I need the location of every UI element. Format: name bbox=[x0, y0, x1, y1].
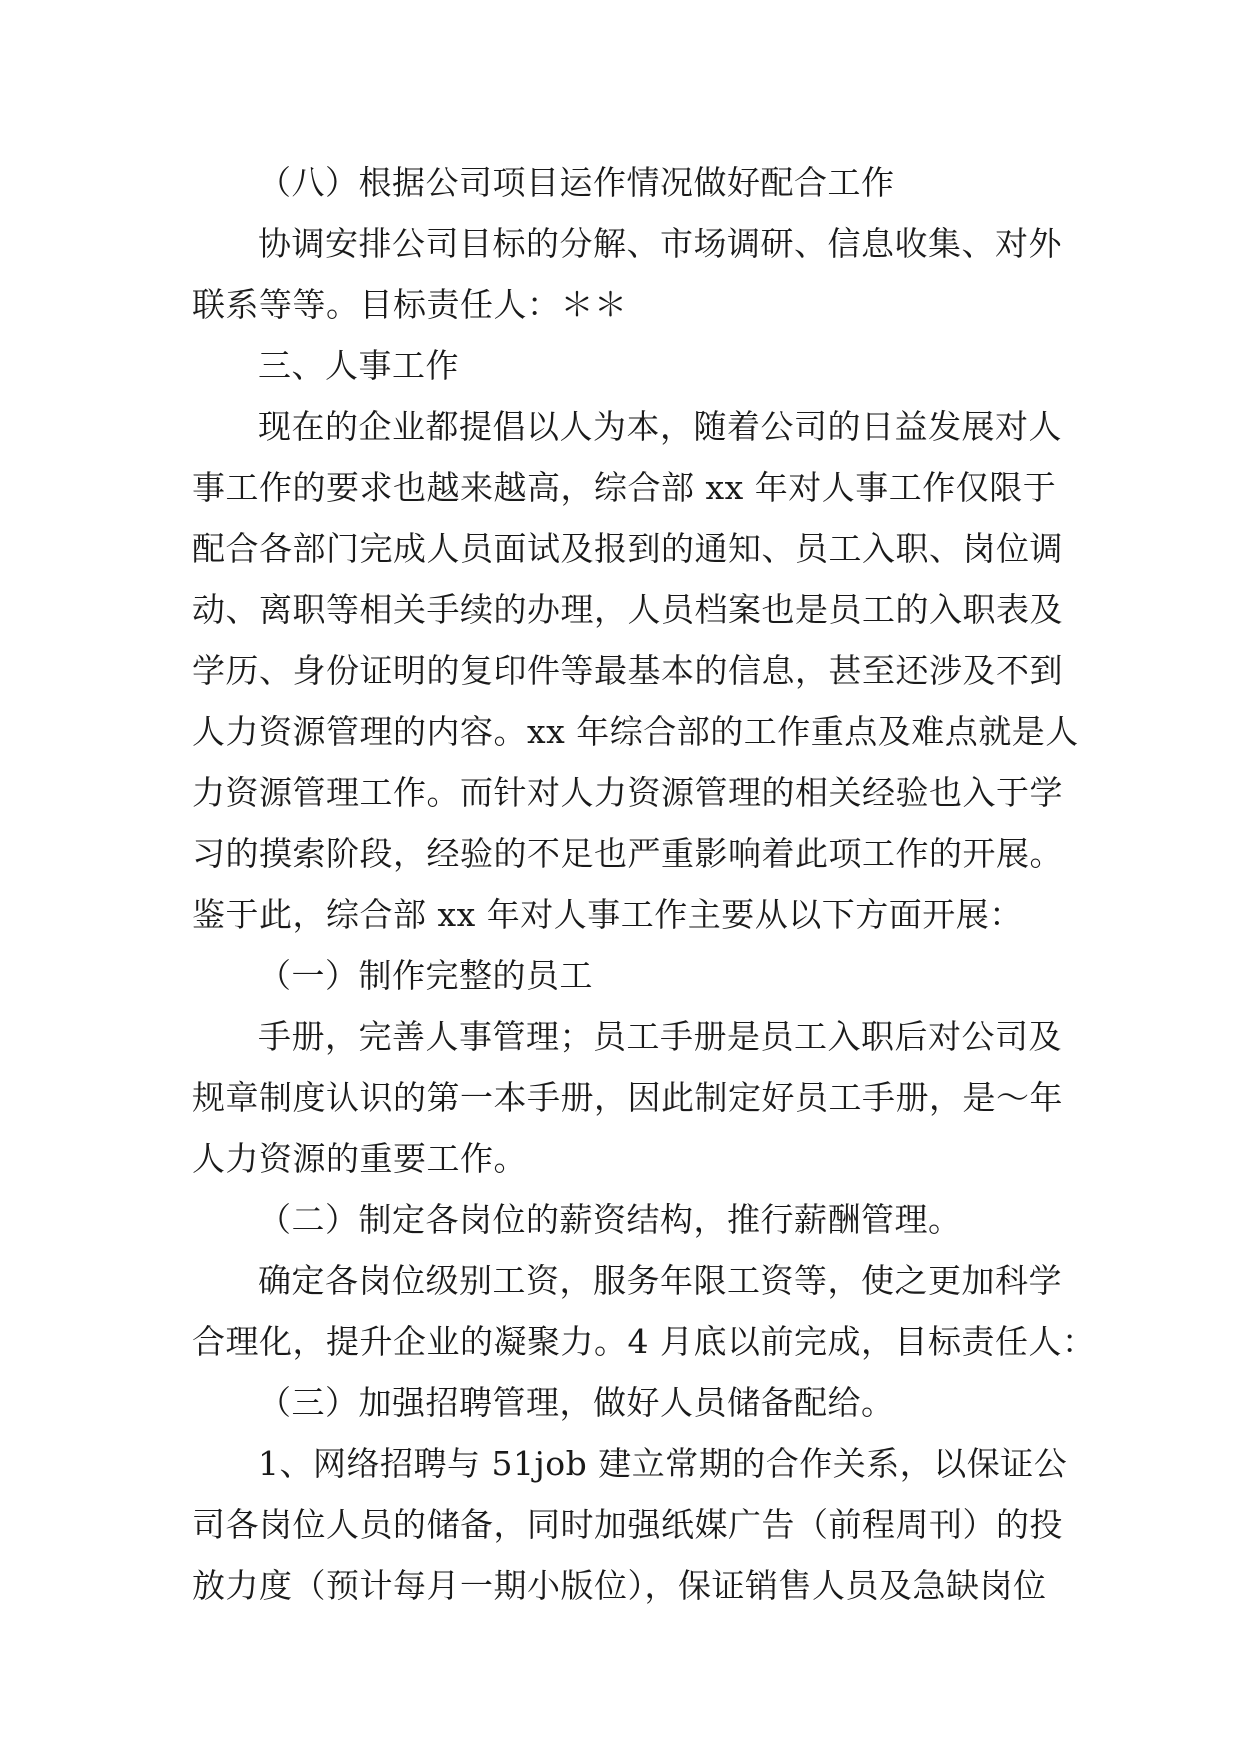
paragraph-line: 力资源管理工作。而针对人力资源管理的相关经验也入于学 bbox=[192, 773, 1063, 812]
paragraph-line: 配合各部门完成人员面试及报到的通知、员工入职、岗位调 bbox=[192, 529, 1063, 568]
paragraph-line: 联系等等。目标责任人：＊＊ bbox=[192, 285, 628, 324]
subsection-heading-1: （一）制作完整的员工 bbox=[258, 956, 593, 995]
paragraph-line: 1、网络招聘与 51job 建立常期的合作关系，以保证公 bbox=[258, 1444, 1068, 1483]
section-heading-8: （八）根据公司项目运作情况做好配合工作 bbox=[258, 163, 895, 202]
document-body bbox=[192, 152, 1096, 1616]
subsection-heading-3: （三）加强招聘管理，做好人员储备配给。 bbox=[258, 1383, 895, 1422]
paragraph-line: 人力资源的重要工作。 bbox=[192, 1139, 527, 1178]
paragraph-line: 手册，完善人事管理；员工手册是员工入职后对公司及 bbox=[258, 1017, 1062, 1056]
paragraph-line: 司各岗位人员的储备，同时加强纸媒广告（前程周刊）的投 bbox=[192, 1505, 1063, 1544]
paragraph-line: 学历、身份证明的复印件等最基本的信息，甚至还涉及不到 bbox=[192, 651, 1063, 690]
paragraph-line: 规章制度认识的第一本手册，因此制定好员工手册，是～年 bbox=[192, 1078, 1063, 1117]
paragraph-line: 动、离职等相关手续的办理，人员档案也是员工的入职表及 bbox=[192, 590, 1063, 629]
paragraph-line: 事工作的要求也越来越高，综合部 xx 年对人事工作仅限于 bbox=[192, 468, 1057, 507]
paragraph-line: 确定各岗位级别工资，服务年限工资等，使之更加科学 bbox=[258, 1261, 1062, 1300]
paragraph-line: 习的摸索阶段，经验的不足也严重影响着此项工作的开展。 bbox=[192, 834, 1063, 873]
subsection-heading-2: （二）制定各岗位的薪资结构，推行薪酬管理。 bbox=[258, 1200, 962, 1239]
paragraph-line: 人力资源管理的内容。xx 年综合部的工作重点及难点就是人 bbox=[192, 712, 1079, 751]
section-heading-personnel: 三、人事工作 bbox=[258, 346, 459, 385]
paragraph-line: 放力度（预计每月一期小版位），保证销售人员及急缺岗位 bbox=[192, 1566, 1047, 1605]
paragraph-line: 鉴于此，综合部 xx 年对人事工作主要从以下方面开展： bbox=[192, 895, 1023, 934]
paragraph-line: 协调安排公司目标的分解、市场调研、信息收集、对外 bbox=[258, 224, 1062, 263]
paragraph-line: 合理化，提升企业的凝聚力。4 月底以前完成，目标责任人： bbox=[192, 1322, 1096, 1361]
paragraph-line: 现在的企业都提倡以人为本，随着公司的日益发展对人 bbox=[258, 407, 1062, 446]
